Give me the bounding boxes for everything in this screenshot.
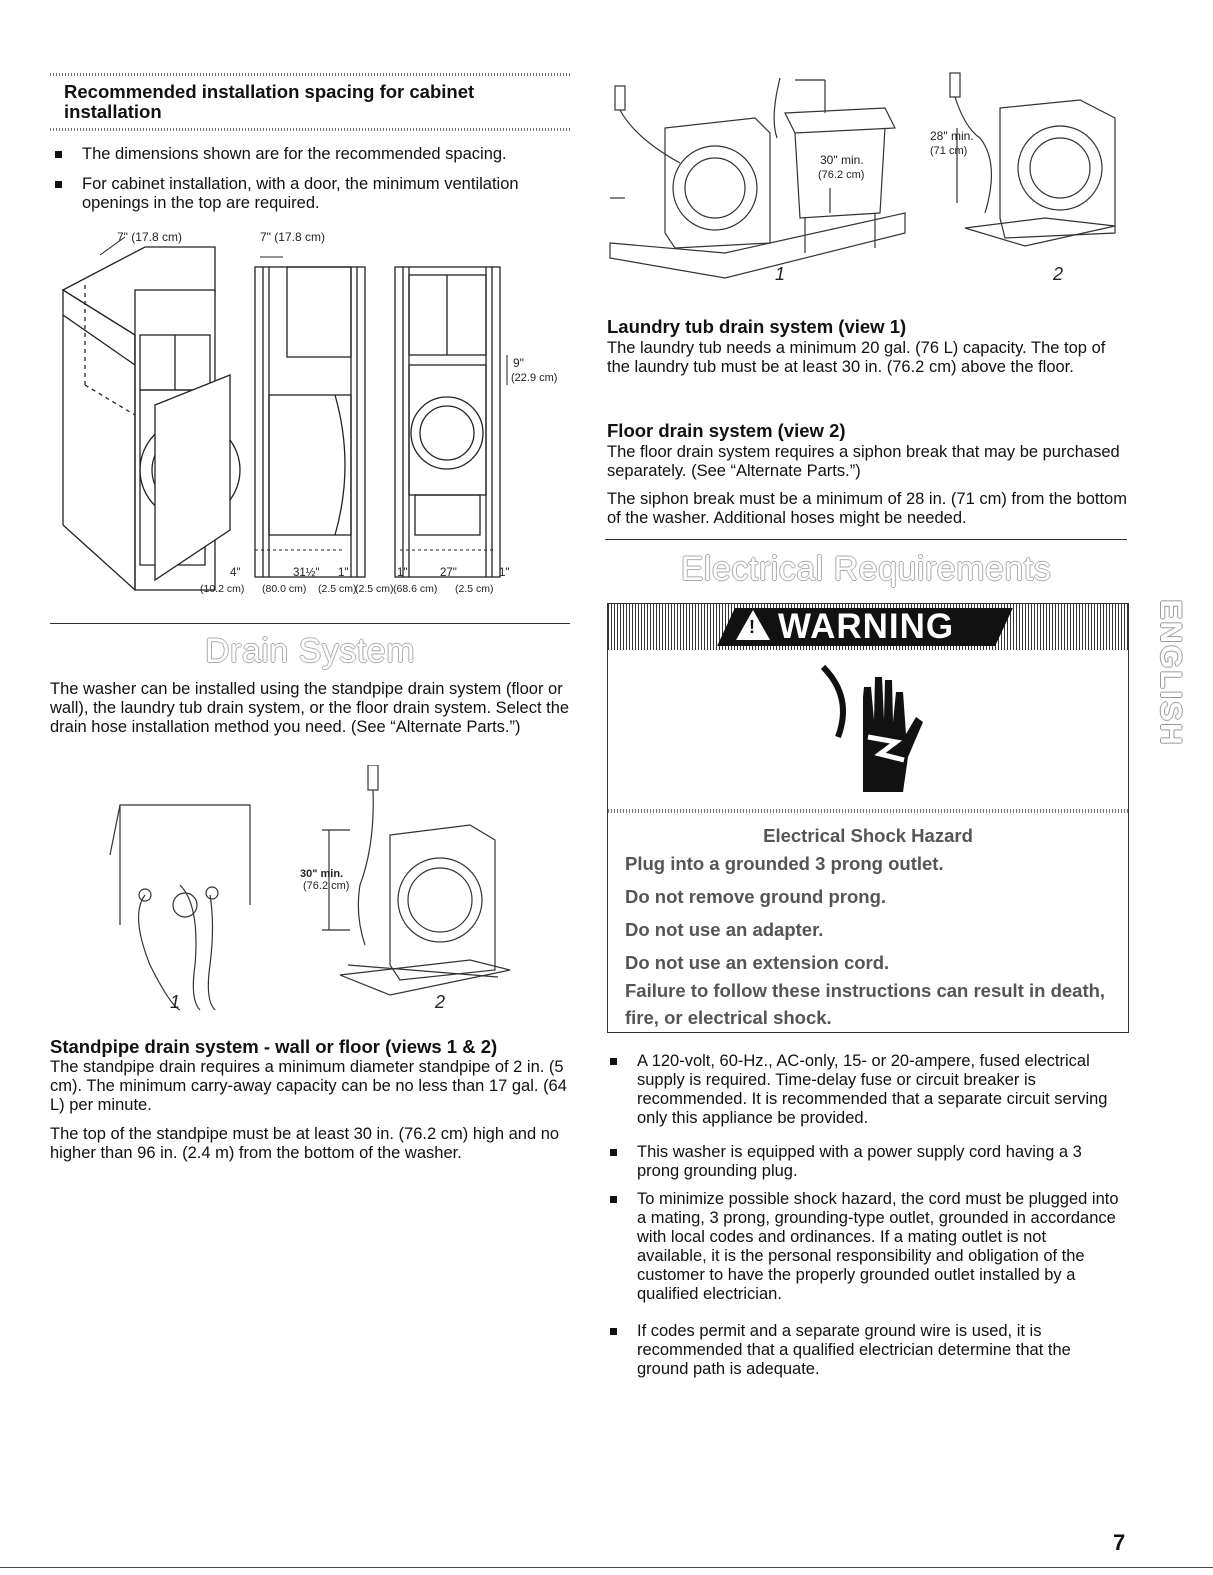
drain-system-title: Drain System bbox=[204, 632, 416, 670]
elec-bullet-text: To minimize possible shock hazard, the cord must be plugged into a mating, 3 prong, grounding-type outlet, grounded in accordance with local codes and ordinances. If a mating outlet is not available, it is the personal responsibility and obligation of the customer to have the properly grounded outlet installed by a qualified electrician. bbox=[637, 1190, 1119, 1303]
bullet-square-icon bbox=[610, 1328, 617, 1335]
tub-min-label: 30" min. bbox=[820, 153, 864, 167]
tub-and-floor-drain-illustration bbox=[605, 68, 1125, 293]
warning-box-divider bbox=[608, 809, 1128, 813]
warning-exclamation-glyph: ! bbox=[749, 617, 755, 637]
spacing-bullet-text: For cabinet installation, with a door, the minimum ventilation openings in the top are required. bbox=[82, 175, 519, 212]
dim-right: 9" bbox=[513, 356, 524, 370]
bullet-square-icon bbox=[55, 151, 62, 158]
warning-header-band bbox=[608, 604, 1128, 650]
elec-bullet-4 bbox=[610, 1322, 1120, 1379]
cabinet-spacing-illustration bbox=[55, 225, 570, 605]
standpipe-illustration bbox=[100, 765, 540, 1015]
hazard-line-3: Do not use an adapter. bbox=[625, 919, 824, 940]
section-divider-right bbox=[605, 539, 1127, 540]
elec-bullet-text: This washer is equipped with a power supply cord having a 3 prong grounding plug. bbox=[637, 1143, 1082, 1180]
language-tab-label: ENGLISH bbox=[1154, 599, 1187, 747]
standpipe-paragraph-2: The top of the standpipe must be at least 30 in. (76.2 cm) high and no higher than 96 in. (2.4 m) from the bottom of the washer. bbox=[50, 1125, 560, 1162]
hazard-title: Electrical Shock Hazard bbox=[763, 825, 973, 846]
standpipe-heading: Standpipe drain system - wall or floor (views 1 & 2) bbox=[50, 1036, 498, 1057]
elec-bullet-text: A 120-volt, 60-Hz., AC-only, 15- or 20-ampere, fused electrical supply is required. Time-delay fuse or circuit breaker is recommended. It is recommended that a separate circuit serving only this appliance be provided. bbox=[637, 1052, 1108, 1127]
spacing-bullet-1 bbox=[55, 145, 565, 164]
floor-heading: Floor drain system (view 2) bbox=[607, 420, 846, 441]
dim-bottom-cm-6: (2.5 cm) bbox=[455, 583, 494, 595]
dim-bottom-in-1: 4" bbox=[230, 567, 241, 579]
elec-bullet-1 bbox=[610, 1052, 1120, 1128]
drain-intro: The washer can be installed using the standpipe drain system (floor or wall), the laundry tub drain system, or the floor drain system. Select the drain hose installation method you need. (See “Alternate Parts.”) bbox=[50, 680, 570, 736]
floor-paragraph-2: The siphon break must be a minimum of 28 in. (71 cm) from the bottom of the washer. Additional hoses might be needed. bbox=[607, 490, 1127, 527]
standpipe-view-2: 2 bbox=[435, 992, 446, 1012]
electrical-requirements-title: Electrical Requirements bbox=[680, 550, 1052, 588]
tub-heading: Laundry tub drain system (view 1) bbox=[607, 316, 907, 337]
warning-box bbox=[607, 603, 1129, 1033]
tub-paragraph: The laundry tub needs a minimum 20 gal. (76 L) capacity. The top of the laundry tub must be at least 30 in. (76.2 cm) above the floor. bbox=[607, 339, 1106, 376]
floor-view-2: 2 bbox=[1053, 264, 1064, 284]
electric-shock-hand-icon bbox=[808, 662, 938, 802]
heading-bottom-rule bbox=[50, 128, 570, 131]
bullet-square-icon bbox=[610, 1149, 617, 1156]
floor-min-cm: (71 cm) bbox=[930, 145, 968, 157]
elec-bullet-2 bbox=[610, 1143, 1120, 1181]
standpipe-min-label: 30" min. bbox=[300, 868, 344, 880]
bullet-square-icon bbox=[610, 1058, 617, 1065]
dim-top-left: 7" (17.8 cm) bbox=[117, 230, 182, 244]
dim-bottom-in-4: 1" bbox=[397, 567, 408, 579]
dim-bottom-in-6: 1" bbox=[499, 567, 510, 579]
dim-bottom-cm-5: (68.6 cm) bbox=[393, 583, 438, 595]
dim-bottom-cm-3: (2.5 cm) bbox=[318, 583, 357, 595]
dim-right-cm: (22.9 cm) bbox=[511, 372, 558, 384]
floor-min-label: 28" min. bbox=[930, 129, 974, 143]
hazard-line-2: Do not remove ground prong. bbox=[625, 886, 887, 907]
spacing-bullet-text: The dimensions shown are for the recommended spacing. bbox=[82, 145, 507, 163]
heading-top-rule bbox=[50, 73, 570, 76]
dim-bottom-cm-2: (80.0 cm) bbox=[262, 583, 307, 595]
dim-bottom-in-2: 31½" bbox=[293, 567, 320, 579]
dim-bottom-cm-4: (2.5 cm) bbox=[355, 583, 394, 595]
elec-bullet-3 bbox=[610, 1190, 1120, 1304]
spacing-bullet-2 bbox=[55, 175, 565, 213]
spacing-heading: Recommended installation spacing for cabinet installation bbox=[64, 81, 475, 122]
section-divider-left bbox=[50, 623, 570, 624]
bottom-rule bbox=[0, 1567, 1213, 1568]
standpipe-paragraph-1: The standpipe drain requires a minimum diameter standpipe of 2 in. (5 cm). The minimum carry-away capacity can be no less than 17 gal. (64 L) per minute. bbox=[50, 1058, 567, 1114]
tub-min-cm: (76.2 cm) bbox=[818, 169, 865, 181]
floor-paragraph-1: The floor drain system requires a siphon break that may be purchased separately. (See “Alternate Parts.”) bbox=[607, 443, 1120, 480]
hazard-line-1: Plug into a grounded 3 prong outlet. bbox=[625, 853, 944, 874]
dim-bottom-in-3: 1" bbox=[338, 567, 349, 579]
dim-bottom-cm-1: (10.2 cm) bbox=[200, 583, 245, 595]
tub-view-1: 1 bbox=[775, 264, 786, 284]
bullet-square-icon bbox=[610, 1196, 617, 1203]
warning-label: WARNING bbox=[778, 607, 955, 646]
hazard-line-5: Failure to follow these instructions can result in death, fire, or electrical shock. bbox=[625, 980, 1106, 1028]
elec-bullet-text: If codes permit and a separate ground wire is used, it is recommended that a qualified electrician determine that the ground path is adequate. bbox=[637, 1322, 1071, 1378]
standpipe-view-1: 1 bbox=[170, 992, 181, 1012]
page-number: 7 bbox=[1113, 1530, 1126, 1555]
hazard-line-4: Do not use an extension cord. bbox=[625, 952, 890, 973]
dim-top-mid: 7" (17.8 cm) bbox=[260, 230, 325, 244]
bullet-square-icon bbox=[55, 181, 62, 188]
standpipe-min-cm: (76.2 cm) bbox=[303, 880, 350, 892]
language-side-tab bbox=[1150, 560, 1186, 790]
dim-bottom-in-5: 27" bbox=[440, 567, 457, 579]
